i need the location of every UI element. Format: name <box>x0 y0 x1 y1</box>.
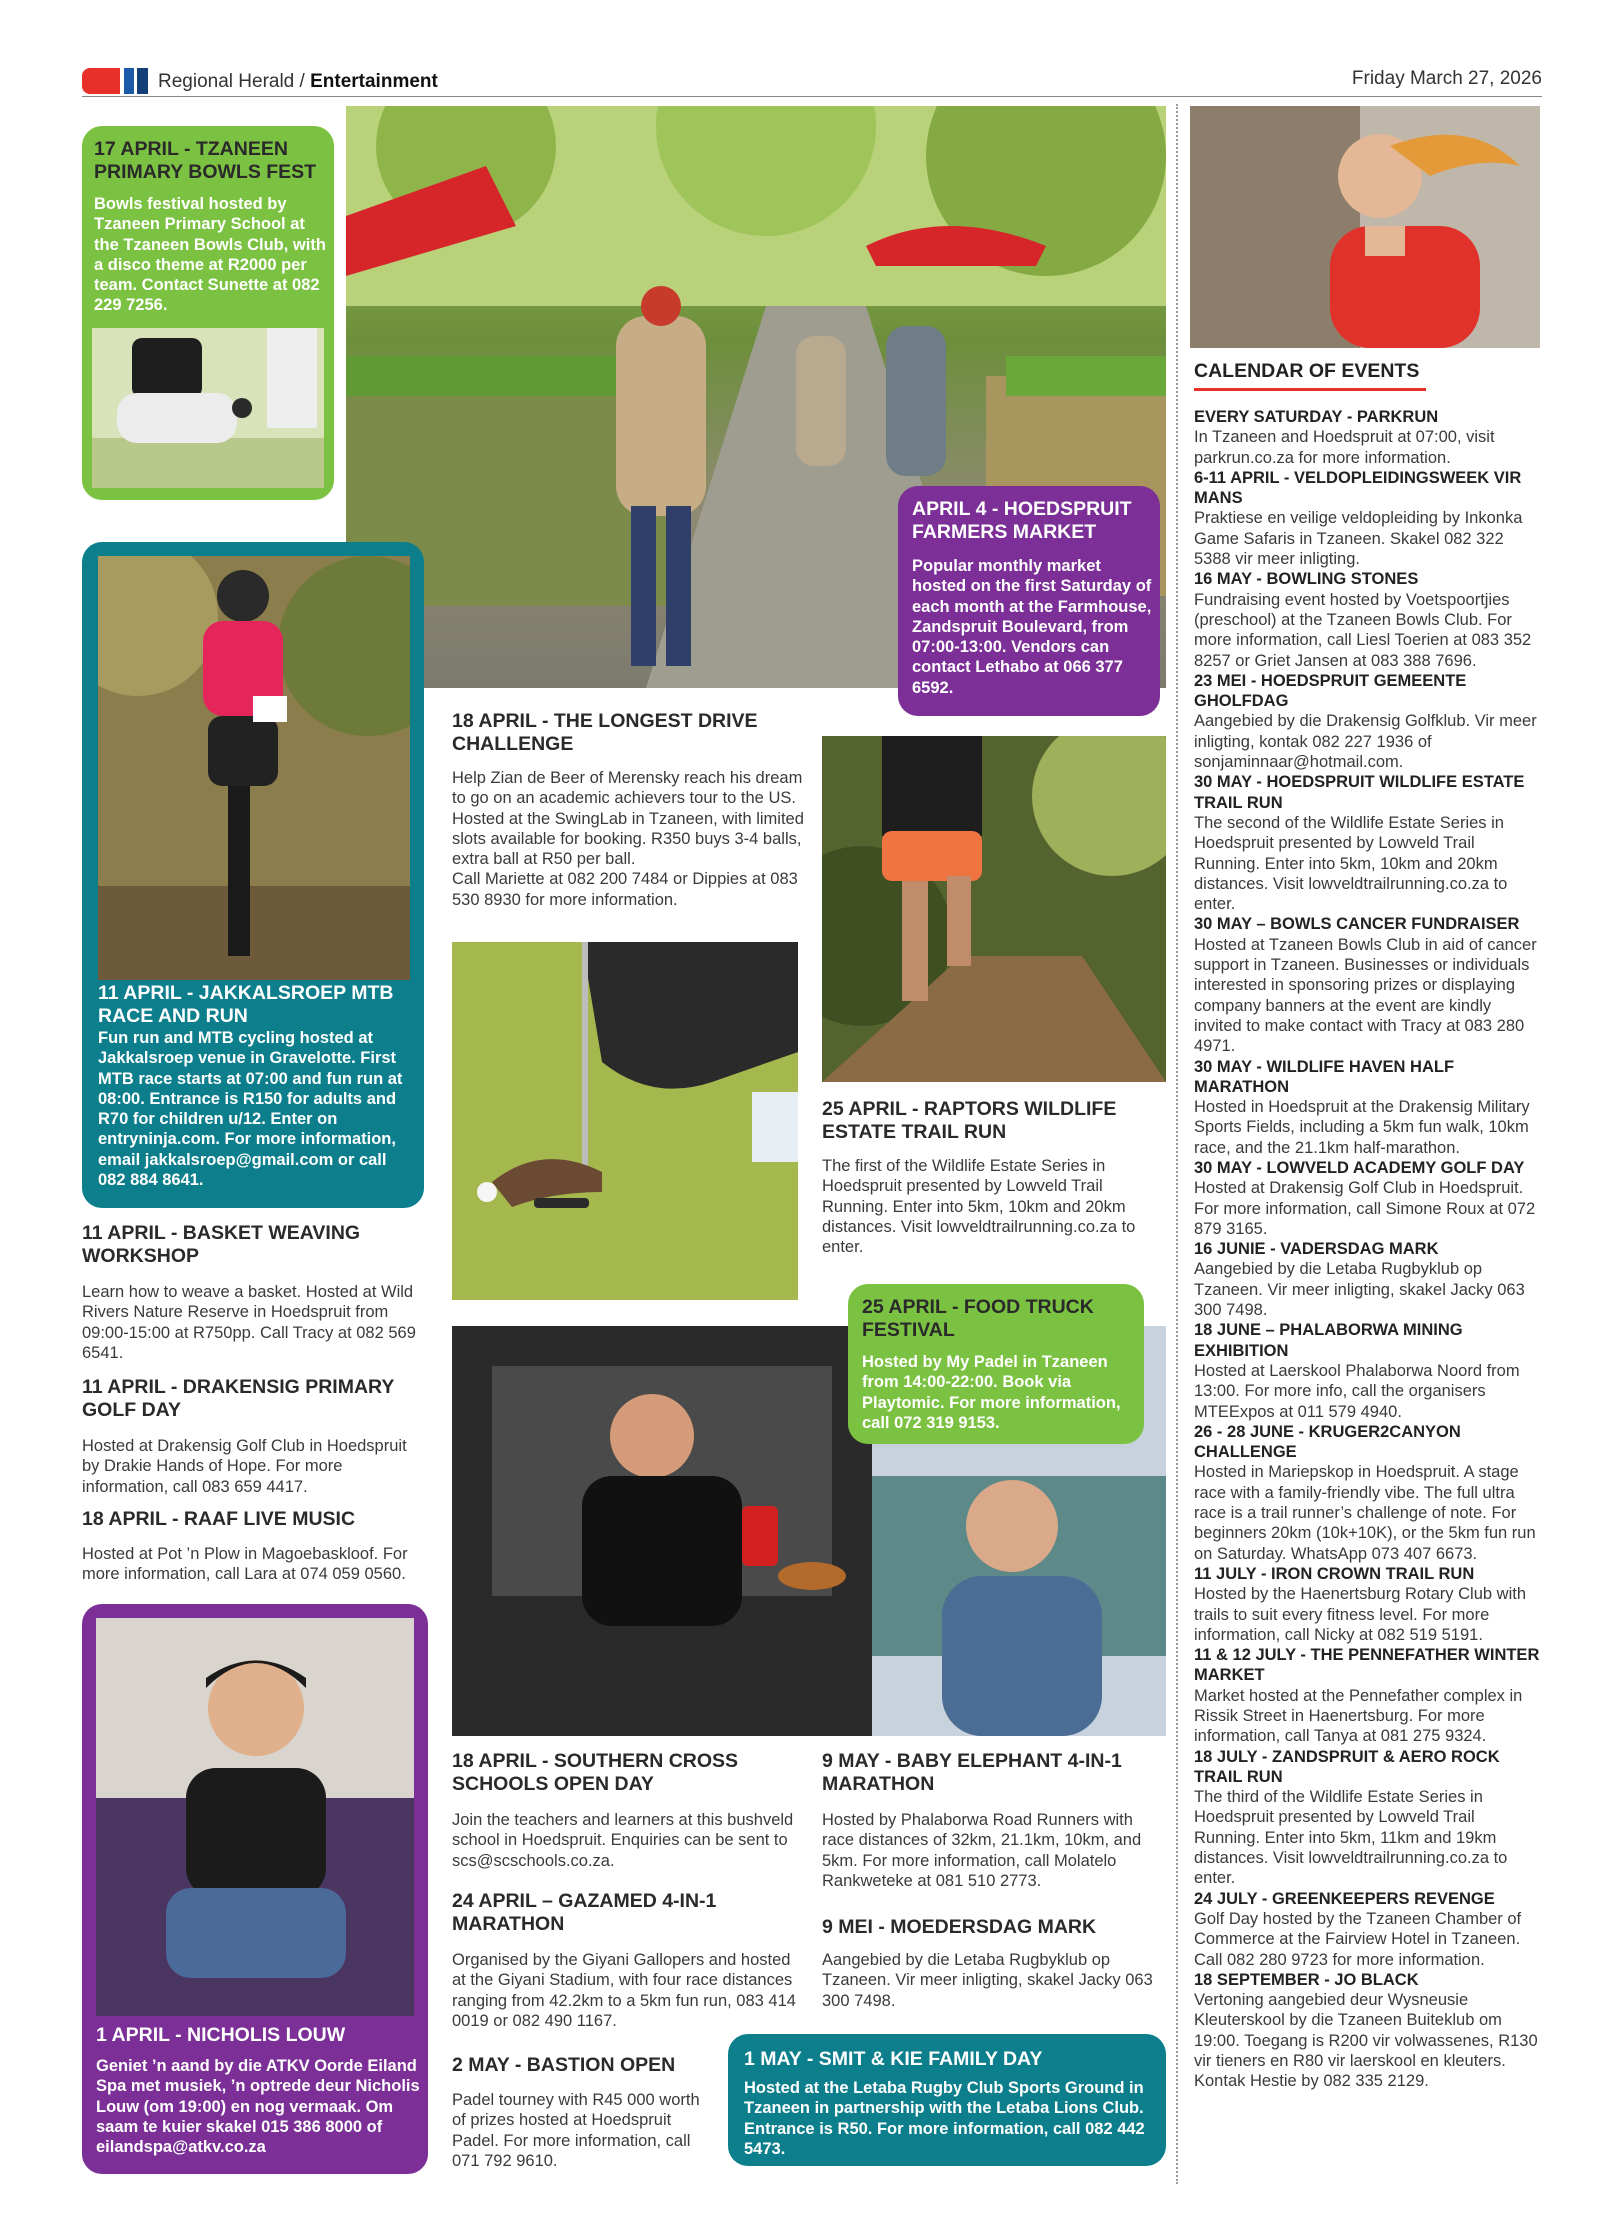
calendar-item-body: Hosted by the Haenertsburg Rotary Club with trails to suit every fitness level. For more information, call Nicky at 082 519 5191. <box>1194 1585 1526 1644</box>
calendar-item <box>1194 671 1540 772</box>
nicholis-louw-photo <box>96 1618 414 2016</box>
longest-drive-title: 18 APRIL - THE LONGEST DRIVE CHALLENGE <box>452 710 758 755</box>
runner-scene-illustration <box>1190 106 1540 348</box>
jakkalsroep-body: Fun run and MTB cycling hosted at Jakkalsroep venue in Gravelotte. First MTB race starts at 07:00 and fun run at 08:00. Entrance is R150 for adults and R70 for children u/12. Enter on entryninja.com. For more information, email jakkalsroep@gmail.com or call 082 884 8641. <box>98 1029 403 1190</box>
calendar-item <box>1194 1320 1540 1421</box>
farmers-market-box <box>898 486 1160 716</box>
calendar-item-body: The third of the Wildlife Estate Series in Hoedspruit presented by Lowveld Trail Running. Enter into 5km, 11km and 19km distances. Visit lowveldtrailrunning.co.za to enter. <box>1194 1788 1508 1888</box>
bastion-body: Padel tourney with R45 000 worth of prizes hosted at Hoedspruit Padel. For more information, call 071 792 9610. <box>452 2091 700 2170</box>
tzaneen-bowls-box <box>82 126 334 500</box>
food-truck-title: 25 APRIL - FOOD TRUCK FESTIVAL <box>862 1296 1094 1341</box>
basket-title: 11 APRIL - BASKET WEAVING WORKSHOP <box>82 1222 361 1267</box>
header-rule <box>82 96 1542 97</box>
nicholis-title: 1 APRIL - NICHOLIS LOUW <box>96 2024 346 2046</box>
calendar-item <box>1194 914 1540 1056</box>
calendar-item-body: Hosted in Hoedspruit at the Drakensig Military Sports Fields, including a 5km fun walk, 10km race, and the 21.1km half-marathon. <box>1194 1098 1530 1157</box>
nicholis-body: Geniet ’n aand by die ATKV Oorde Eiland Spa met musiek, ’n optrede deur Nicholis Louw (om 19:00) en nog vermaak. Om saam te kuier skakel 015 386 8000 of eilandspa@atkv.co.za <box>96 2057 420 2157</box>
trail-scene-illustration <box>822 736 1166 1082</box>
baby-elephant-body: Hosted by Phalaborwa Road Runners with race distances of 32km, 21.1km, 10km, and 5km. For more information, call Molatelo Rankweteke at 081 510 2773. <box>822 1811 1142 1890</box>
nicholis-box <box>82 1604 428 2174</box>
drakensig-golf-body: Hosted at Drakensig Golf Club in Hoedspruit by Drakie Hands of Hope. For more information, call 083 659 4417. <box>82 1437 407 1496</box>
calendar-item-body: Hosted at Laerskool Phalaborwa Noord from 13:00. For more info, call the organisers MTEExpos at 011 579 4940. <box>1194 1361 1520 1421</box>
calendar-item-title: 11 JULY - IRON CROWN TRAIL RUN <box>1194 1564 1475 1583</box>
calendar-item-title: 30 MAY - HOEDSPRUIT WILDLIFE ESTATE TRAIL RUN <box>1194 773 1525 812</box>
southern-cross-body: Join the teachers and learners at this bushveld school in Hoedspruit. Enquiries can be sent to scs@scschools.co.za. <box>452 1811 794 1870</box>
farmers-market-title: APRIL 4 - HOEDSPRUIT FARMERS MARKET <box>912 498 1132 543</box>
calendar-item-title: 26 - 28 JUNE - KRUGER2CANYON CHALLENGE <box>1194 1422 1461 1462</box>
food-truck-body: Hosted by My Padel in Tzaneen from 14:00-22:00. Book via Playtomic. For more information, call 072 319 9153. <box>862 1353 1121 1432</box>
calendar-item-title: 6-11 APRIL - VELDOPLEIDINGSWEEK VIR MANS <box>1194 468 1522 508</box>
calendar-item-body: Market hosted at the Pennefather complex in Rissik Street in Haenertsburg. For more information, call Tanya at 081 275 9324. <box>1194 1686 1523 1746</box>
calendar-item-title: 30 MAY - WILDLIFE HAVEN HALF MARATHON <box>1194 1057 1455 1096</box>
raptors-body: The first of the Wildlife Estate Series in Hoedspruit presented by Lowveld Trail Running. Enter into 5km, 10km and 20km distances. Visit lowveldtrailrunning.co.za to enter. <box>822 1157 1136 1257</box>
calendar-item <box>1194 1970 1540 2092</box>
mtb-rider-photo <box>98 556 410 980</box>
calendar-item <box>1194 772 1540 914</box>
header-separator: / <box>299 71 305 92</box>
golf-ball-photo <box>452 942 798 1300</box>
calendar-item-body: Aangebied by die Letaba Rugbyklub op Tzaneen. Vir meer inligting, skakel Jacky 063 300 7498. <box>1194 1260 1525 1320</box>
portrait-illustration <box>96 1618 414 2016</box>
raptors-title: 25 APRIL - RAPTORS WILDLIFE ESTATE TRAIL RUN <box>822 1098 1117 1143</box>
brand-navy-block <box>137 68 148 94</box>
basket-body: Learn how to weave a basket. Hosted at Wild Rivers Nature Reserve in Hoedspruit from 09:00-15:00 at R750pp. Call Tracy at 082 569 6541. <box>82 1283 416 1362</box>
mtb-scene-illustration <box>98 556 410 980</box>
calendar-item-title: 24 JULY - GREENKEEPERS REVENGE <box>1194 1889 1495 1908</box>
calendar-item-title: 30 MAY – BOWLS CANCER FUNDRAISER <box>1194 915 1520 934</box>
moedersdag-body: Aangebied by die Letaba Rugbyklub op Tzaneen. Vir meer inligting, skakel Jacky 063 300 7498. <box>822 1951 1153 2010</box>
publication-name: Regional Herald <box>158 71 295 92</box>
column-divider <box>1176 104 1178 2184</box>
moedersdag-title: 9 MEI - MOEDERSDAG MARK <box>822 1916 1097 1938</box>
farmers-market-body: Popular monthly market hosted on the first Saturday of each month at the Farmhouse, Zandspruit Boulevard, from 07:00-13:00. Vendors can contact Lethabo at 066 377 6592. <box>912 557 1152 697</box>
baby-elephant-title: 9 MAY - BABY ELEPHANT 4-IN-1 MARATHON <box>822 1750 1122 1795</box>
calendar-item-title: 23 MEI - HOEDSPRUIT GEMEENTE GHOLFDAG <box>1194 671 1467 711</box>
drakensig-golf-title: 11 APRIL - DRAKENSIG PRIMARY GOLF DAY <box>82 1376 395 1421</box>
calendar-item-body: Hosted in Mariepskop in Hoedspruit. A stage race with a family-friendly vibe. The full ultra race is a trail runner’s challenge of note. For beginners 20km (10k+10K), or the 5km fun run on Saturday. WhatsApp 073 407 6673. <box>1194 1463 1536 1563</box>
calendar-item-body: Fundraising event hosted by Voetspoortjies (preschool) at the Tzaneen Bowls Club. For more information, call Liesl Toerien at 083 352 8257 or Griet Jansen at 083 388 7696. <box>1194 590 1532 670</box>
calendar-heading-rule <box>1194 388 1426 391</box>
bastion-title: 2 MAY - BASTION OPEN <box>452 2054 676 2076</box>
calendar-item-title: EVERY SATURDAY - PARKRUN <box>1194 408 1439 426</box>
gazamed-body: Organised by the Giyani Gallopers and hosted at the Giyani Stadium, with four race distances ranging from 42.2km to a 5km fun run, 083 414 0019 or 082 490 1167. <box>452 1951 796 2030</box>
golf-scene-illustration <box>452 942 798 1300</box>
publication-line <box>158 71 438 93</box>
calendar-item-body: Aangebied by die Drakensig Golfklub. Vir meer inligting, kontak 082 227 1936 of sonjaminnaar@hotmail.com. <box>1194 712 1537 772</box>
calendar-item-body: Praktiese en veilige veldopleiding by Inkonka Game Safaris in Tzaneen. Skakel 082 322 5388 vir meer inligting. <box>1194 509 1523 569</box>
brand-blue-block <box>124 68 134 94</box>
southern-cross-title: 18 APRIL - SOUTHERN CROSS SCHOOLS OPEN DAY <box>452 1750 739 1795</box>
runner-woman-photo <box>1190 106 1540 348</box>
smit-kie-body: Hosted at the Letaba Rugby Club Sports Ground in Tzaneen in partnership with the Letaba Lions Club. Entrance is R50. For more information, call 082 442 5473. <box>744 2079 1145 2158</box>
bowls-player-photo <box>92 328 324 488</box>
calendar-item <box>1194 1889 1540 1970</box>
calendar-item-body: The second of the Wildlife Estate Series in Hoedspruit presented by Lowveld Trail Running. Enter into 5km, 10km and 20km distances. Visit lowveldtrailrunning.co.za to enter. <box>1194 813 1508 914</box>
section-name: Entertainment <box>310 71 438 92</box>
calendar-item-title: 18 JULY - ZANDSPRUIT & AERO ROCK TRAIL RUN <box>1194 1747 1500 1786</box>
brand-red-block <box>82 68 120 94</box>
calendar-heading: CALENDAR OF EVENTS <box>1194 360 1420 382</box>
calendar-item-body: Golf Day hosted by the Tzaneen Chamber of Commerce at the Fairview Hotel in Tzaneen. Call 082 280 9723 for more information. <box>1194 1909 1522 1969</box>
calendar-item-title: 18 SEPTEMBER - JO BLACK <box>1194 1970 1419 1989</box>
calendar-item-title: 18 JUNE – PHALABORWA MINING EXHIBITION <box>1194 1321 1463 1360</box>
calendar-list <box>1194 407 1540 2092</box>
calendar-item-body: In Tzaneen and Hoedspruit at 07:00, visit parkrun.co.za for more information. <box>1194 428 1495 467</box>
bowls-scene-illustration <box>92 328 324 488</box>
calendar-item <box>1194 1645 1540 1746</box>
issue-date: Friday March 27, 2026 <box>1351 68 1542 89</box>
calendar-item-body: Hosted at Drakensig Golf Club in Hoedspruit. For more information, call Simone Roux at 072 879 3165. <box>1194 1179 1536 1238</box>
tzaneen-bowls-title: 17 APRIL - TZANEEN PRIMARY BOWLS FEST <box>94 138 317 183</box>
calendar-item-body: Vertoning aangebied deur Wysneusie Kleuterskool by die Tzaneen Buiteklub om 19:00. Toegang is R200 vir volwassenes, R130 vir tieners en R80 vir laerskool en kleuters. Kontak Hestie by 082 335 2129. <box>1194 1991 1538 2091</box>
calendar-item <box>1194 1422 1540 1564</box>
calendar-item-title: 16 MAY - BOWLING STONES <box>1194 570 1419 589</box>
calendar-item <box>1194 1158 1540 1239</box>
calendar-item-title: 11 & 12 JULY - THE PENNEFATHER WINTER MARKET <box>1194 1646 1540 1685</box>
calendar-item <box>1194 468 1540 569</box>
calendar-item-body: Hosted at Tzaneen Bowls Club in aid of cancer support in Tzaneen. Businesses or individuals interested in sponsoring prizes or displaying company banners at the event are kindly invited to make contact with Tracy at 083 280 4971. <box>1194 935 1537 1056</box>
smit-kie-title: 1 MAY - SMIT & KIE FAMILY DAY <box>744 2048 1043 2070</box>
jakkalsroep-title: 11 APRIL - JAKKALSROEP MTB RACE AND RUN <box>98 982 394 1027</box>
tzaneen-bowls-body: Bowls festival hosted by Tzaneen Primary School at the Tzaneen Bowls Club, with a disco theme at R2000 per team. Contact Sunette at 082 229 7256. <box>94 195 326 315</box>
smit-kie-box <box>728 2034 1166 2166</box>
calendar-item <box>1194 407 1540 468</box>
calendar-item-title: 30 MAY - LOWVELD ACADEMY GOLF DAY <box>1194 1158 1525 1177</box>
gazamed-title: 24 APRIL – GAZAMED 4-IN-1 MARATHON <box>452 1890 717 1935</box>
calendar-item-title: 16 JUNIE - VADERSDAG MARK <box>1194 1240 1439 1259</box>
raaf-title: 18 APRIL - RAAF LIVE MUSIC <box>82 1508 356 1530</box>
calendar-item <box>1194 569 1540 670</box>
raaf-body: Hosted at Pot ’n Plow in Magoebaskloof. For more information, call Lara at 074 059 0560. <box>82 1545 408 1584</box>
calendar-item <box>1194 1239 1540 1320</box>
jakkalsroep-box <box>82 542 424 1208</box>
calendar-item <box>1194 1747 1540 1889</box>
calendar-item <box>1194 1564 1540 1645</box>
longest-drive-body: Help Zian de Beer of Merensky reach his dream to go on an academic achievers tour to the US. Hosted at the SwingLab in Tzaneen, with limited slots available for booking. R350 buys 3-4 balls, extra ball at R50 per ball. Call Mariette at 082 200 7484 or Dippies at 083 530 8930 for more information. <box>452 769 804 909</box>
calendar-item <box>1194 1057 1540 1158</box>
masthead <box>82 68 1542 96</box>
food-truck-box <box>848 1284 1144 1444</box>
trail-runner-photo <box>822 736 1166 1082</box>
